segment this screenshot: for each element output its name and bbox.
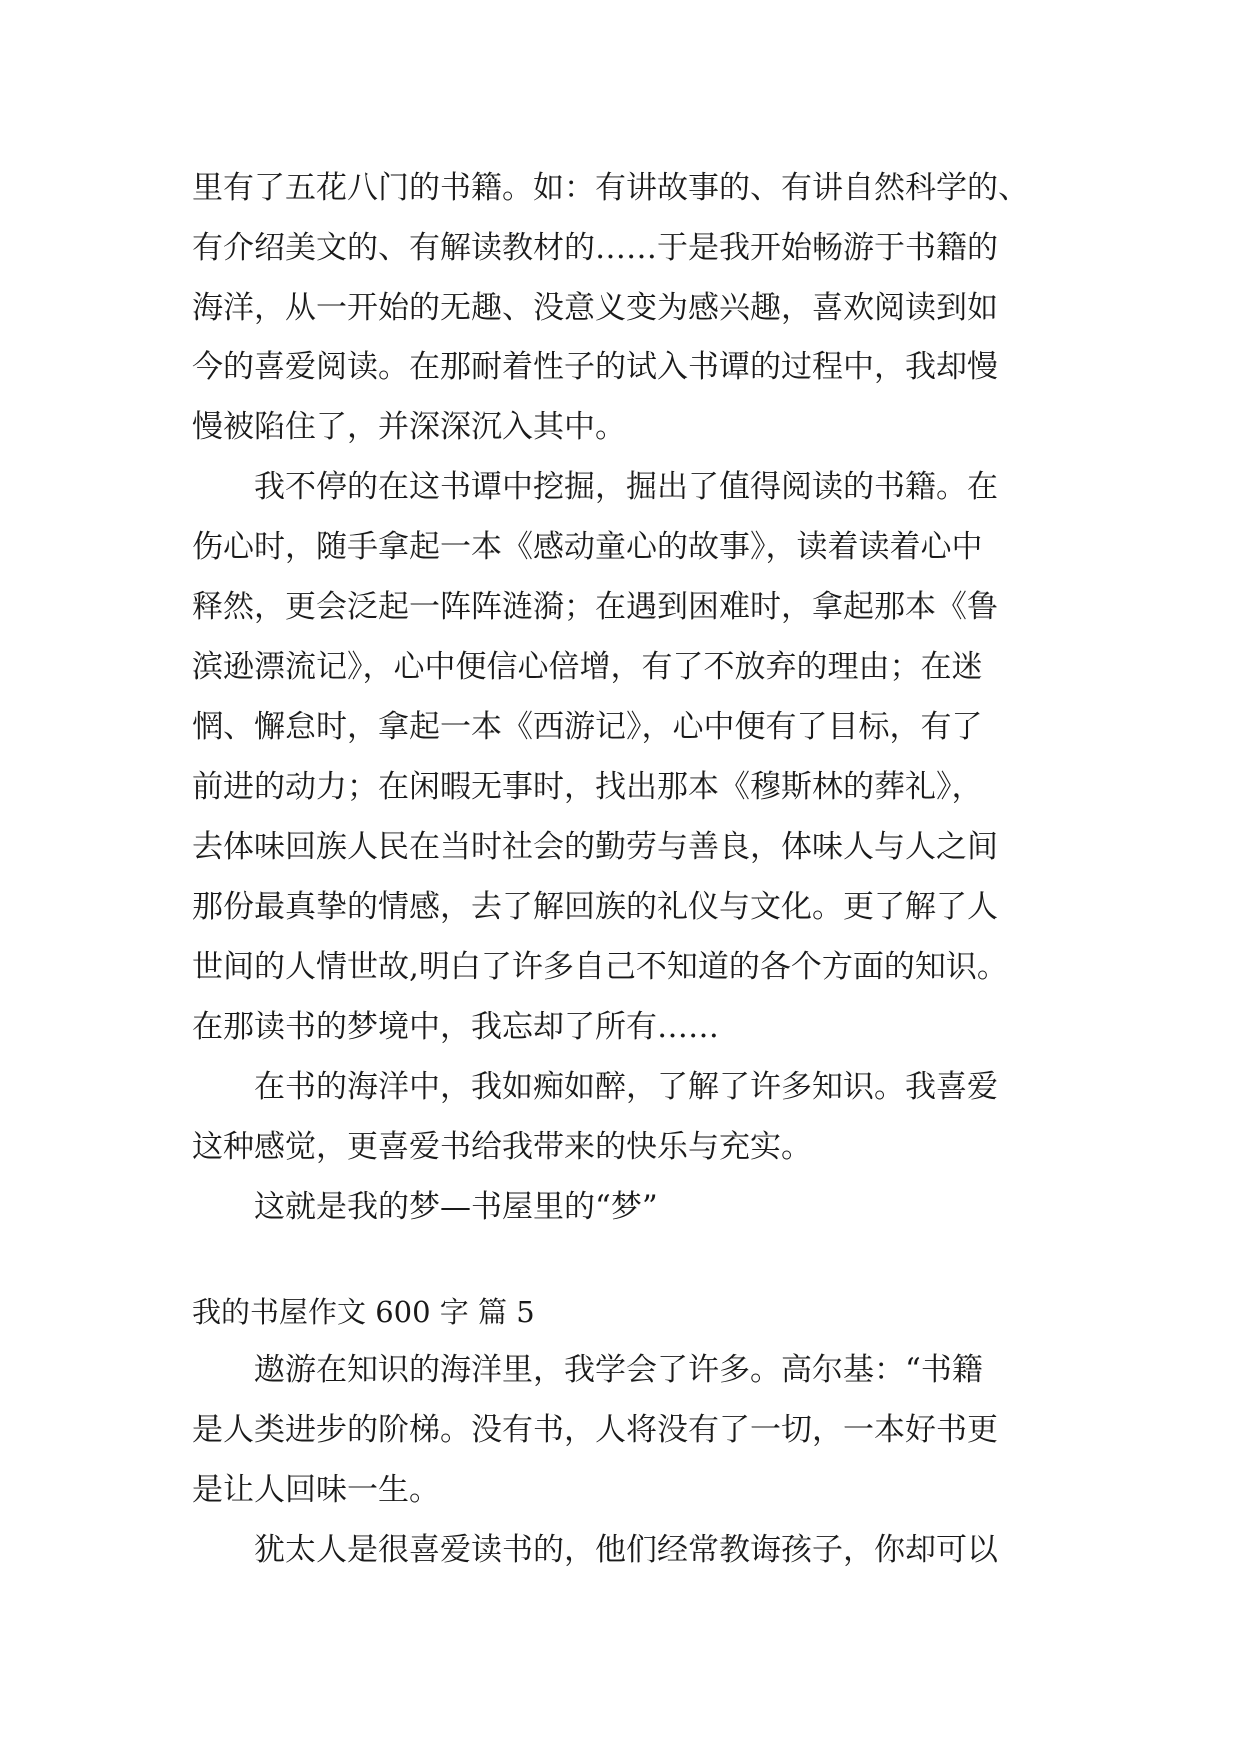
text-line: 释然，更会泛起一阵阵涟漪；在遇到困难时，拿起那本《鲁 xyxy=(192,589,998,625)
text-line: 是人类进步的阶梯。没有书，人将没有了一切，一本好书更 xyxy=(192,1412,998,1448)
text-line: 前进的动力；在闲暇无事时，找出那本《穆斯林的葬礼》， xyxy=(192,769,983,805)
text-line: 今的喜爱阅读。在那耐着性子的试入书谭的过程中，我却慢 xyxy=(192,349,998,385)
text-line: 里有了五花八门的书籍。如：有讲故事的、有讲自然科学的、 xyxy=(192,170,1029,206)
text-line: 有介绍美文的、有解读教材的……于是我开始畅游于书籍的 xyxy=(192,230,998,266)
text-line: 海洋，从一开始的无趣、没意义变为感兴趣，喜欢阅读到如 xyxy=(192,290,998,326)
text-line: 我不停的在这书谭中挖掘，掘出了值得阅读的书籍。在 xyxy=(254,469,998,505)
text-line: 慢被陷住了，并深深沉入其中。 xyxy=(192,409,626,445)
text-line: 在那读书的梦境中，我忘却了所有…… xyxy=(192,1009,719,1045)
text-line: 这种感觉，更喜爱书给我带来的快乐与充实。 xyxy=(192,1129,812,1165)
text-line: 世间的人情世故,明白了许多自己不知道的各个方面的知识。 xyxy=(192,949,1008,985)
text-line: 那份最真挚的情感，去了解回族的礼仪与文化。更了解了人 xyxy=(192,889,998,925)
text-line: 滨逊漂流记》，心中便信心倍增，有了不放弃的理由；在迷 xyxy=(192,649,983,685)
document-body xyxy=(192,0,1052,1754)
text-line: 犹太人是很喜爱读书的，他们经常教诲孩子，你却可以 xyxy=(254,1532,998,1568)
text-line: 这就是我的梦—书屋里的“梦” xyxy=(254,1189,658,1225)
text-line: 伤心时，随手拿起一本《感动童心的故事》，读着读着心中 xyxy=(192,529,983,565)
text-line: 是让人回味一生。 xyxy=(192,1472,440,1508)
text-line: 去体味回族人民在当时社会的勤劳与善良，体味人与人之间 xyxy=(192,829,998,865)
text-line: 惘、懈怠时，拿起一本《西游记》，心中便有了目标，有了 xyxy=(192,709,983,745)
text-line: 在书的海洋中，我如痴如醉，了解了许多知识。我喜爱 xyxy=(254,1069,998,1105)
section-heading: 我的书屋作文 600 字 篇 5 xyxy=(192,1295,535,1329)
text-line: 遨游在知识的海洋里，我学会了许多。高尔基：“书籍 xyxy=(254,1352,983,1388)
